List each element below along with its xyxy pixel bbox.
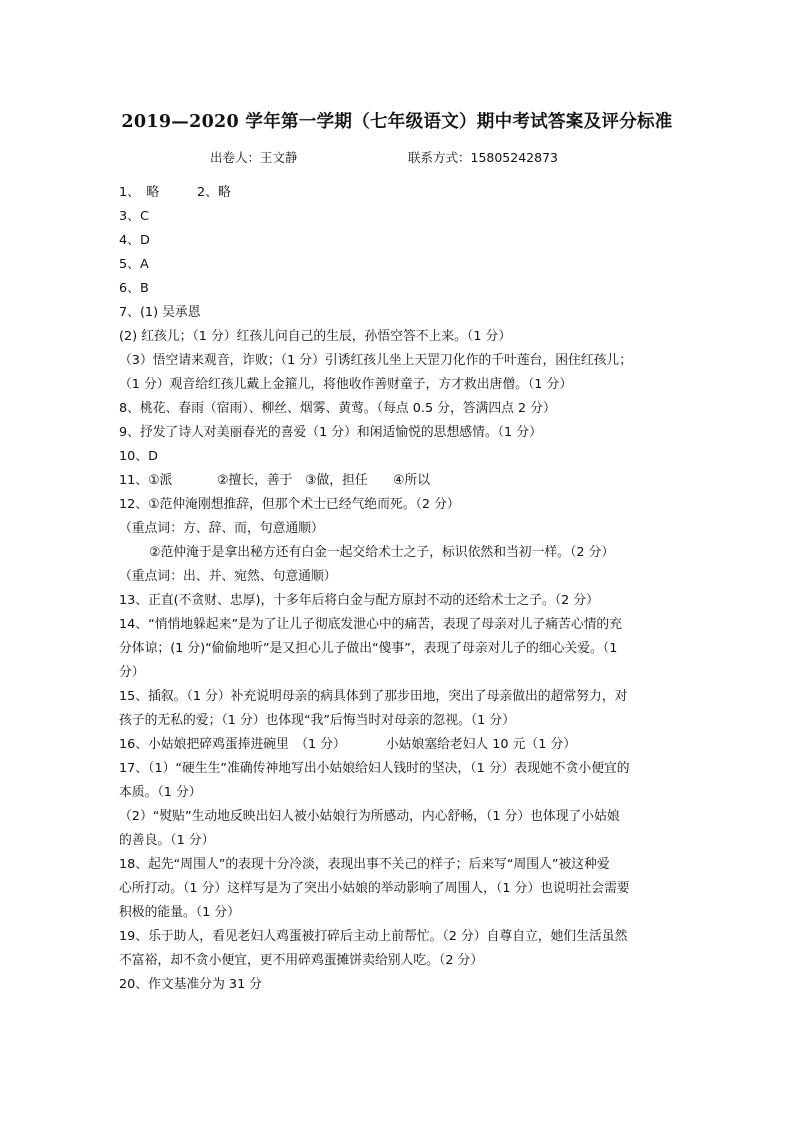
answer-q15-cont: 孩子的无私的爱；（1 分）也体现“我”后悔当时对母亲的忽视。（1 分） xyxy=(119,713,515,728)
answer-q12-1-key: （重点词：方、辞、而，句意通顺） xyxy=(119,521,324,536)
author-name: 出卷人：王文静 xyxy=(210,150,298,165)
answer-list xyxy=(119,181,719,997)
answer-q14-cont: 分体谅；(1 分)“偷偷地听”是又担心儿子做出“傻事”，表现了母亲对儿子的细心关爱。（1 xyxy=(119,641,618,656)
answer-q17-2-cont: 的善良。（1 分） xyxy=(119,833,215,848)
answer-q10: 10、D xyxy=(119,449,158,464)
answer-q3: 3、C xyxy=(119,209,149,224)
answer-q12-1: 12、①范仲淹刚想推辞，但那个术士已经气绝而死。（2 分） xyxy=(119,497,460,512)
answer-q19-cont: 不富裕，却不贪小便宜，更不用碎鸡蛋摊饼卖给别人吃。（2 分） xyxy=(119,953,484,968)
answer-q7-3-cont: （1 分）观音给红孩儿戴上金箍儿，将他收作善财童子，方才救出唐僧。（1 分） xyxy=(119,377,573,392)
answer-q7-2: (2) 红孩儿；（1 分）红孩儿问自己的生辰，孙悟空答不上来。（1 分） xyxy=(119,329,512,344)
answer-q18: 18、起先“周围人”的表现十分冷淡，表现出事不关己的样子；后来写“周围人”被这种爱 xyxy=(119,857,610,872)
answer-q8: 8、桃花、春雨（宿雨）、柳丝、烟雾、黄莺。（每点 0.5 分，答满四点 2 分） xyxy=(119,401,556,416)
answer-q5: 5、A xyxy=(119,257,149,272)
answer-q14-end: 分） xyxy=(119,665,145,680)
author-contact: 联系方式：15805242873 xyxy=(408,150,558,165)
answer-q17-2: （2）“熨贴”生动地反映出妇人被小姑娘行为所感动，内心舒畅，（1 分）也体现了小姑娘 xyxy=(119,809,620,824)
answer-q13: 13、正直(不贪财、忠厚)，十多年后将白金与配方原封不动的还给术士之子。（2 分） xyxy=(119,593,599,608)
answer-q1-q2: 1、 略 2、略 xyxy=(119,185,231,200)
answer-q17-1-cont: 本质。（1 分） xyxy=(119,785,202,800)
answer-q18-cont: 心所打动。（1 分）这样写是为了突出小姑娘的举动影响了周围人，（1 分）也说明社会需要 xyxy=(119,881,630,896)
answer-q16: 16、小姑娘把碎鸡蛋捧进碗里 （1 分） 小姑娘塞给老妇人 10 元（1 分） xyxy=(119,737,577,752)
answer-q9: 9、抒发了诗人对美丽春光的喜爱（1 分）和闲适愉悦的思想感情。（1 分） xyxy=(119,425,542,440)
answer-q18-end: 积极的能量。（1 分） xyxy=(119,905,240,920)
answer-q20: 20、作文基准分为 31 分 xyxy=(119,977,263,992)
answer-q12-2-key: （重点词：出、并、宛然、句意通顺） xyxy=(119,569,337,584)
page-title: 2019—2020 学年第一学期（七年级语文）期中考试答案及评分标准 xyxy=(121,112,673,132)
answer-q6: 6、B xyxy=(119,281,149,296)
answer-q7-3: （3）悟空请来观音，诈败；（1 分）引诱红孩儿坐上天罡刀化作的千叶莲台，困住红孩儿； xyxy=(119,353,633,368)
answer-q12-2: ②范仲淹于是拿出秘方还有白金一起交给术士之子，标识依然和当初一样。（2 分） xyxy=(149,545,615,560)
answer-q15: 15、插叙。（1 分）补充说明母亲的病具体到了那步田地，突出了母亲做出的超常努力，对 xyxy=(119,689,628,704)
answer-q14: 14、“悄悄地躲起来”是为了让儿子彻底发泄心中的痛苦，表现了母亲对儿子痛苦心情的充 xyxy=(119,617,623,632)
answer-q4: 4、D xyxy=(119,233,150,248)
answer-q19: 19、乐于助人，看见老妇人鸡蛋被打碎后主动上前帮忙。（2 分）自尊自立，她们生活虽然 xyxy=(119,929,628,944)
answer-q17-1: 17、（1）“硬生生”准确传神地写出小姑娘给妇人钱时的坚决，（1 分）表现她不贪小便宜的 xyxy=(119,761,630,776)
answer-q7-1: 7、(1) 吴承恩 xyxy=(119,305,201,320)
answer-q11: 11、①派 ②擅长，善于 ③做，担任 ④所以 xyxy=(119,473,431,488)
